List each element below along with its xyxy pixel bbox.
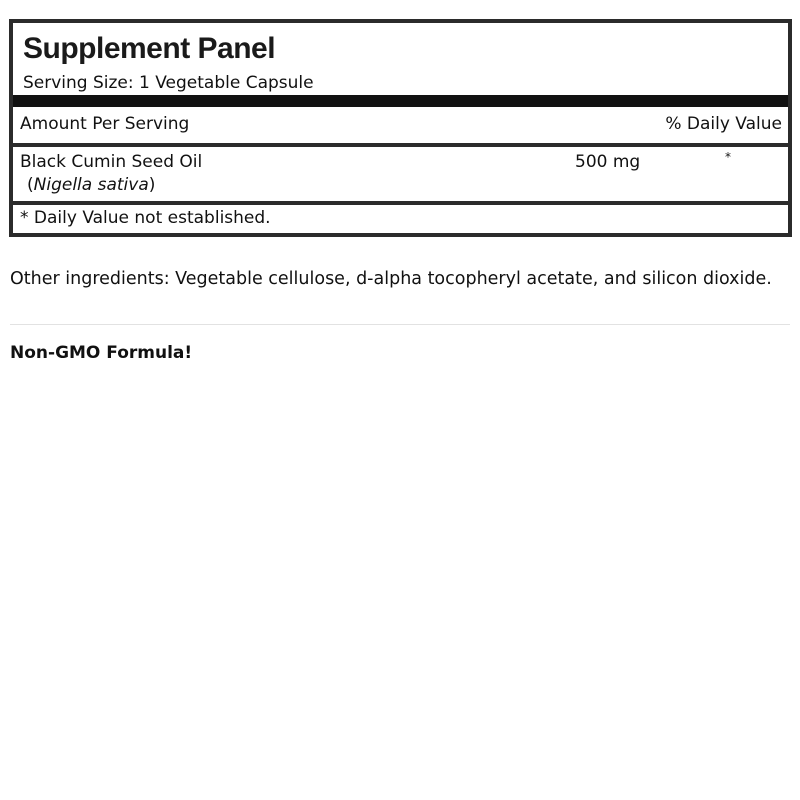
ingredient-row [13, 147, 788, 201]
row-divider [13, 201, 788, 205]
non-gmo-tagline: Non-GMO Formula! [10, 343, 193, 363]
ingredient-latin-name: (Nigella sativa) [27, 175, 156, 195]
other-ingredients: Other ingredients: Vegetable cellulose, d-alpha tocopheryl acetate, and silicon dioxide. [10, 269, 772, 289]
thick-divider [13, 95, 788, 107]
amount-per-serving-label: Amount Per Serving [20, 114, 190, 134]
daily-value-header: % Daily Value [665, 114, 782, 134]
section-divider [10, 324, 790, 325]
daily-value-footnote: * Daily Value not established. [20, 208, 271, 228]
supplement-panel [9, 19, 792, 237]
ingredient-amount: 500 mg [575, 152, 641, 172]
serving-size: Serving Size: 1 Vegetable Capsule [23, 73, 314, 93]
panel-title: Supplement Panel [23, 32, 276, 65]
ingredient-name: Black Cumin Seed Oil [20, 152, 203, 172]
latin-name-italic: Nigella sativa [33, 175, 149, 195]
ingredient-daily-value: * [725, 150, 731, 164]
column-header-row [13, 107, 788, 143]
